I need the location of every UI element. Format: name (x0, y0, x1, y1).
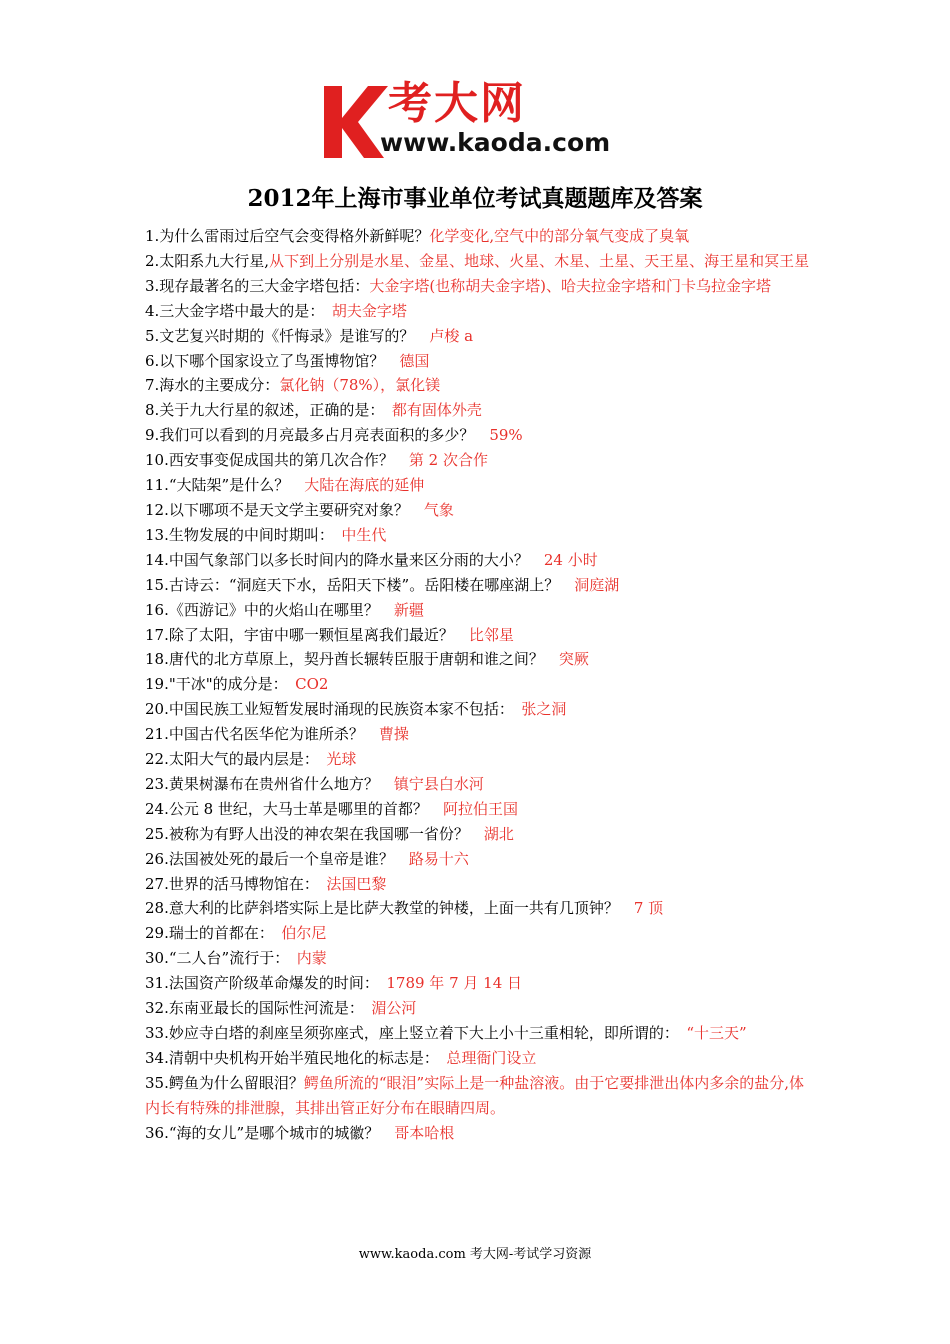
answer-text: 氯化钠（78%），氯化镁 (279, 376, 441, 395)
answer-text: 鳄鱼所流的“眼泪”实际上是一种盐溶液。由于它要排泄出体内多余的盐分,体内长有特殊的排泄腺，其排出管正好分布在眼睛四周。 (145, 1073, 804, 1117)
question-item (145, 349, 810, 374)
question-item (145, 398, 810, 423)
question-item (145, 423, 810, 448)
question-item (145, 573, 810, 598)
question-text: 28.意大利的比萨斜塔实际上是比萨大教堂的钟楼，上面一共有几顶钟？ (145, 899, 634, 918)
question-item (145, 324, 810, 349)
answer-text: 气象 (423, 500, 454, 519)
question-text: 30.“二人台”流行于： (145, 949, 297, 968)
page-footer: www.kaoda.com 考大网-考试学习资源 (358, 1247, 592, 1262)
logo-brand-name: 考大网 (388, 78, 526, 129)
page-title: 2012年上海市事业单位考试真题题库及答案 (247, 185, 703, 212)
question-item (145, 847, 810, 872)
question-text: 9.我们可以看到的月亮最多占月亮表面积的多少？ (145, 426, 490, 445)
question-item (145, 448, 810, 473)
question-text: 20.中国民族工业短暂发展时涌现的民族资本家不包括： (145, 700, 522, 719)
answer-text: 湖北 (483, 824, 514, 843)
question-item (145, 1046, 810, 1071)
site-logo[interactable] (318, 78, 638, 160)
question-item (145, 523, 810, 548)
answer-text: 7 顶 (633, 899, 664, 918)
question-text: 27.世界的活马博物馆在： (145, 874, 327, 893)
question-item (145, 548, 810, 573)
question-text: 23.黄果树瀑布在贵州省什么地方？ (145, 774, 394, 793)
question-text: 15.古诗云：“洞庭天下水，岳阳天下楼”。岳阳楼在哪座湖上？ (145, 575, 575, 594)
question-item (145, 249, 810, 274)
answer-text: 大金字塔(也称胡夫金字塔)、哈夫拉金字塔和门卡乌拉金字塔 (369, 276, 772, 295)
question-item (145, 946, 810, 971)
question-text: 33.妙应寺白塔的刹座呈须弥座式，座上竖立着下大上小十三重相轮，即所谓的： (145, 1024, 687, 1042)
question-text: 26.法国被处死的最后一个皇帝是谁？ (145, 849, 409, 868)
question-item (145, 299, 810, 324)
answer-text: 伯尔尼 (281, 924, 327, 943)
answer-text: 曹操 (378, 725, 409, 744)
question-text: 11.“大陆架”是什么？ (145, 476, 305, 495)
answer-text: 第 2 次合作 (408, 451, 488, 470)
question-item (145, 872, 810, 897)
question-item (145, 498, 810, 523)
question-item (145, 598, 810, 623)
answer-text: 哥本哈根 (394, 1123, 455, 1142)
answer-text: 胡夫金字塔 (331, 301, 407, 320)
question-item (145, 896, 810, 921)
question-text: 5.文艺复兴时期的《忏悔录》是谁写的？ (145, 326, 430, 345)
question-item (145, 797, 810, 822)
answer-text: “十三天” (686, 1024, 747, 1042)
answer-text: 德国 (399, 351, 430, 370)
question-item (145, 647, 810, 672)
answer-text: 从下到上分别是水星、金星、地球、火星、木星、土星、天王星、海王星和冥王星 (269, 251, 810, 270)
answer-text: 化学变化,空气中的部分氧气变成了臭氧 (429, 227, 690, 245)
question-item (145, 473, 810, 498)
question-item (145, 1121, 810, 1146)
answer-text: 内蒙 (296, 949, 327, 968)
answer-text: 湄公河 (371, 999, 417, 1018)
question-text: 34.清朝中央机构开始半殖民地化的标志是： (145, 1048, 447, 1067)
question-text: 7.海水的主要成分： (145, 376, 280, 395)
question-text: 4.三大金字塔中最大的是： (145, 301, 332, 320)
question-text: 16.《西游记》中的火焰山在哪里？ (145, 600, 394, 619)
question-item (145, 373, 810, 398)
answer-text: CO2 (295, 675, 329, 694)
question-text: 25.被称为有野人出没的神农架在我国哪一省份？ (145, 824, 484, 843)
answer-text: 24 小时 (543, 550, 598, 569)
answer-text: 总理衙门设立 (446, 1048, 537, 1067)
question-item (145, 623, 810, 648)
question-item (145, 772, 810, 797)
question-text: 17.除了太阳，宇宙中哪一颗恒星离我们最近？ (145, 625, 469, 644)
question-item (145, 971, 810, 996)
answer-text: 法国巴黎 (326, 874, 387, 893)
question-text: 36.“海的女儿”是哪个城市的城徽？ (145, 1123, 395, 1142)
question-item (145, 224, 810, 249)
question-item (145, 697, 810, 722)
answer-text: 中生代 (341, 525, 387, 544)
question-item (145, 274, 810, 299)
question-text: 3.现存最著名的三大金字塔包括： (145, 276, 370, 295)
logo-url: www.kaoda.com (380, 128, 611, 157)
question-text: 31.法国资产阶级革命爆发的时间： (145, 974, 387, 993)
answer-text: 路易十六 (408, 849, 469, 868)
question-item (145, 921, 810, 946)
answer-text: 比邻星 (468, 625, 514, 644)
question-item (145, 1071, 810, 1121)
question-text: 6.以下哪个国家设立了鸟蛋博物馆？ (145, 351, 400, 370)
question-text: 13.生物发展的中间时期叫： (145, 525, 342, 544)
question-text: 14.中国气象部门以多长时间内的降水量来区分雨的大小？ (145, 550, 544, 569)
question-item (145, 722, 810, 747)
question-item (145, 822, 810, 847)
answer-text: 大陆在海底的延伸 (304, 476, 425, 495)
answer-text: 1789 年 7 月 14 日 (386, 974, 523, 993)
question-text: 29.瑞士的首都在： (145, 924, 282, 943)
answer-text: 卢梭 a (429, 326, 474, 345)
question-text: 2.太阳系九大行星, (145, 251, 270, 270)
answer-text: 洞庭湖 (574, 575, 620, 594)
answer-text: 59% (489, 426, 523, 445)
answer-text: 突厥 (558, 650, 589, 669)
question-list (145, 224, 810, 1146)
question-text: 18.唐代的北方草原上，契丹酋长辗转臣服于唐朝和谁之间？ (145, 650, 559, 669)
question-text: 21.中国古代名医华佗为谁所杀？ (145, 725, 379, 744)
answer-text: 镇宁县白水河 (393, 774, 484, 793)
answer-text: 光球 (326, 750, 357, 769)
question-text: 12.以下哪项不是天文学主要研究对象？ (145, 500, 424, 519)
question-item (145, 996, 810, 1021)
question-item (145, 672, 810, 697)
question-text: 22.太阳大气的最内层是： (145, 750, 327, 769)
question-item (145, 1021, 810, 1046)
answer-text: 都有固体外壳 (391, 401, 482, 420)
question-text: 32.东南亚最长的国际性河流是： (145, 999, 372, 1018)
question-text: 1.为什么雷雨过后空气会变得格外新鲜呢？ (145, 227, 430, 245)
question-item (145, 747, 810, 772)
question-text: 35.鳄鱼为什么留眼泪？ (145, 1073, 304, 1092)
answer-text: 张之洞 (521, 700, 567, 719)
question-text: 10.西安事变促成国共的第几次合作？ (145, 451, 409, 470)
question-text: 19."干冰"的成分是： (145, 675, 296, 694)
answer-text: 阿拉伯王国 (442, 799, 518, 818)
question-text: 24.公元 8 世纪，大马士革是哪里的首都？ (145, 799, 443, 818)
question-text: 8.关于九大行星的叙述，正确的是： (145, 401, 392, 420)
answer-text: 新疆 (393, 600, 424, 619)
